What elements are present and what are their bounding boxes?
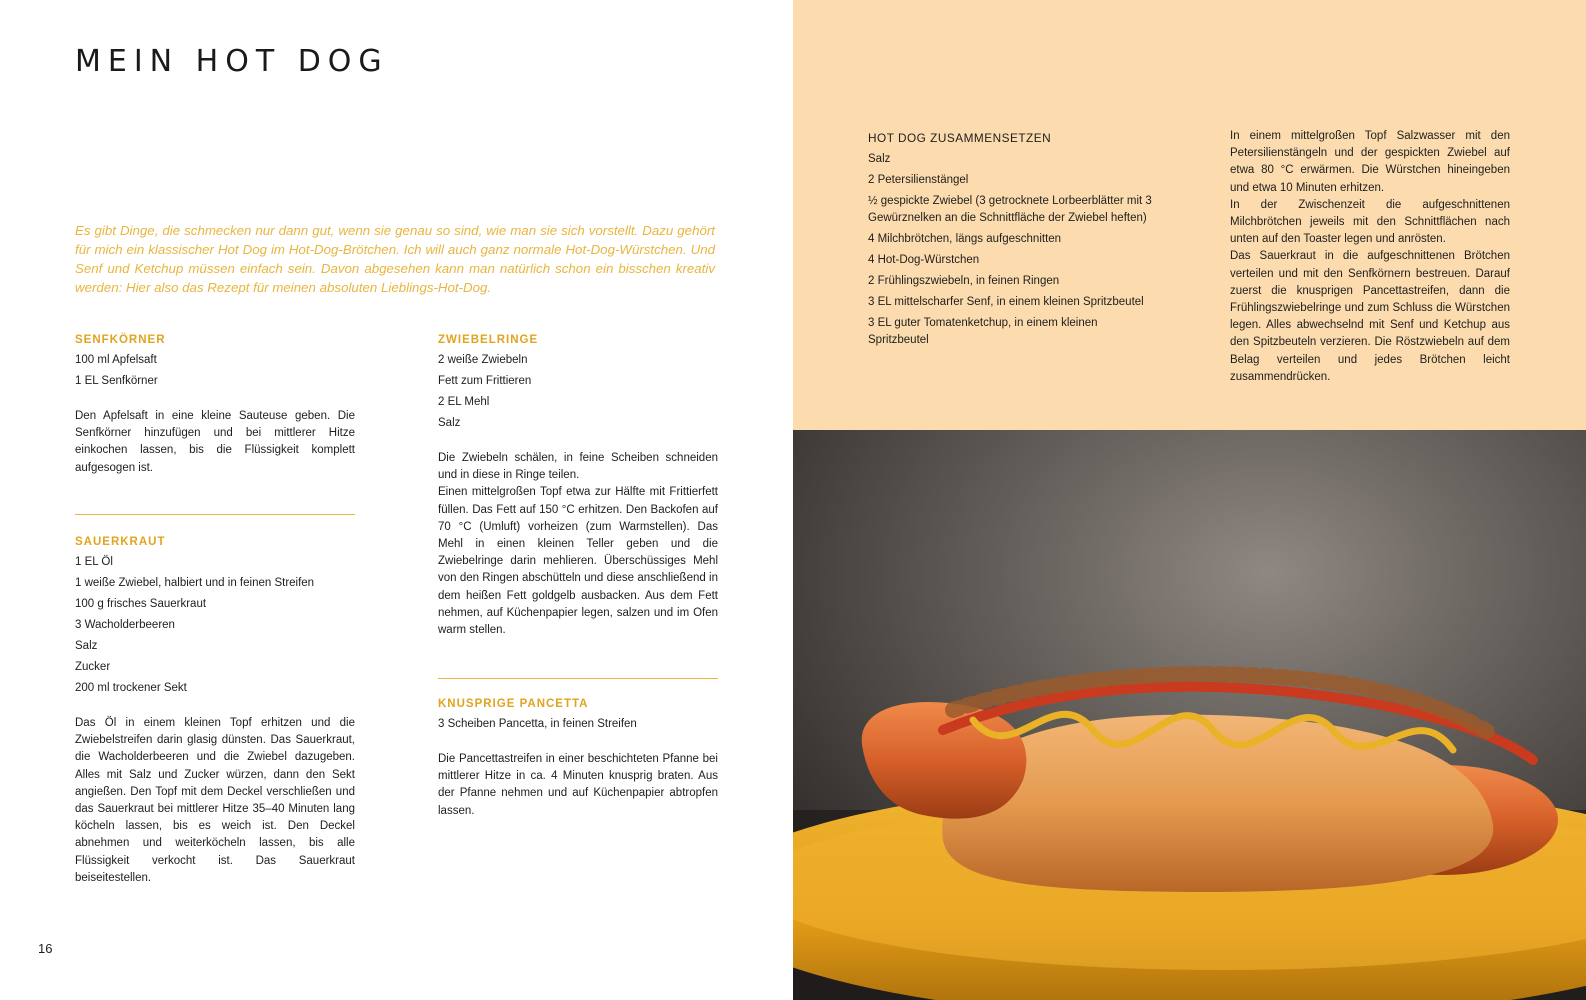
section-heading: ZWIEBELRINGE <box>438 334 539 346</box>
ingredient: 200 ml trockener Sekt <box>75 682 187 694</box>
section-heading: SENFKÖRNER <box>75 334 166 346</box>
ingredient: Salz <box>438 417 461 429</box>
section-senfkoerner <box>75 334 355 477</box>
ingredient: 100 g frisches Sauerkraut <box>75 598 207 610</box>
ingredient: 4 Milchbrötchen, längs aufgeschnitten <box>868 233 1062 245</box>
ingredient: 3 Scheiben Pancetta, in feinen Streifen <box>438 718 637 730</box>
ingredient: 2 EL Mehl <box>438 396 490 408</box>
hot-dog-illustration <box>793 430 1586 1000</box>
ingredient: 1 EL Senfkörner <box>75 375 158 387</box>
divider <box>75 514 355 515</box>
ingredient: 4 Hot-Dog-Würstchen <box>868 254 980 266</box>
assembly-method <box>1230 128 1510 386</box>
ingredient: Fett zum Frittieren <box>438 375 532 387</box>
section-heading: KNUSPRIGE PANCETTA <box>438 698 589 710</box>
method-text: Die Pancettastreifen in einer beschichteten Pfanne bei mittlerer Hitze in ca. 4 Minuten knusprig braten. Aus der Pfanne nehmen und auf Küchenpapier abtropfen lassen. <box>438 753 718 817</box>
ingredient: 3 EL guter Tomatenketchup, in einem kleinen Spritzbeutel <box>868 317 1098 346</box>
section-zwiebelringe <box>438 334 718 639</box>
method-paragraph: Einen mittelgroßen Topf etwa zur Hälfte mit Frittierfett füllen. Das Fett auf 150 °C erhitzen. Den Backofen auf 70 °C (Umluft) vorheizen (zum Warmstellen). Das Mehl in einen kleinen Teller geben und die Zwiebelringe darin mehlieren. Überschüssiges Mehl von den Ringen abschütteln und diese anschließend in dem heißen Fett goldgelb ausbacken. Aus dem Fett nehmen, auf Küchenpapier legen, salzen und im Ofen warm stellen. <box>438 486 718 637</box>
ingredient: 2 Petersilienstängel <box>868 174 969 186</box>
method-paragraph: Das Sauerkraut in die aufgeschnittenen Brötchen verteilen und mit den Senfkörnern bestreuen. Darauf zuerst die knusprigen Pancettastreifen, dann die Frühlingszwiebelringe und zum Schluss die Würstchen legen. Alles abwechselnd mit Senf und Ketchup aus den Spitzbeuteln verzieren. Die Röstzwiebeln auf dem Belag verteilen und jedes Brötchen leicht zusammendrücken. <box>1230 250 1510 383</box>
ingredient: Salz <box>868 153 891 165</box>
method-paragraph: Die Zwiebeln schälen, in feine Scheiben schneiden und in diese in Ringe teilen. <box>438 452 718 482</box>
ingredient: Zucker <box>75 661 111 673</box>
ingredient: 2 Frühlingszwiebeln, in feinen Ringen <box>868 275 1060 287</box>
section-sauerkraut <box>75 536 355 887</box>
method-text: Das Öl in einem kleinen Topf erhitzen und die Zwiebelstreifen darin glasig dünsten. Das Sauerkraut, die Wacholderbeeren und die Zwiebel dazugeben. Alles mit Salz und Zucker würzen, dann den Sekt angießen. Den Topf mit dem Deckel verschließen und das Sauerkraut bei mittlerer Hitze 35–40 Minuten lang köcheln lassen, bis es weich ist. Den Deckel abnehmen und weiterköcheln lassen, bis alle Flüssigkeit verkocht ist. Das Sauerkraut beiseitestellen. <box>75 717 355 884</box>
section-assembly <box>868 129 1158 353</box>
ingredient: 2 weiße Zwiebeln <box>438 354 528 366</box>
ingredient: ½ gespickte Zwiebel (3 getrocknete Lorbeerblätter mit 3 Gewürznelken an die Schnittfläche der Zwiebel heften) <box>868 195 1152 224</box>
page-title: MEIN HOT DOG <box>75 44 389 79</box>
method-paragraph: In der Zwischenzeit die aufgeschnittenen Milchbrötchen jeweils mit den Schnittflächen nach unten auf den Toaster legen und anrösten. <box>1230 198 1510 246</box>
ingredient: 3 EL mittelscharfer Senf, in einem kleinen Spritzbeutel <box>868 296 1144 308</box>
page-number: 16 <box>38 941 53 956</box>
method-paragraph: In einem mittelgroßen Topf Salzwasser mit den Petersilienstängeln und der gespickten Zwiebel auf etwa 80 °C erwärmen. Die Würstchen hineingeben und etwa 10 Minuten erhitzen. <box>1230 130 1510 194</box>
hot-dog-photo <box>793 430 1586 1000</box>
divider <box>438 678 718 679</box>
method-text <box>438 450 718 639</box>
ingredient: 1 weiße Zwiebel, halbiert und in feinen Streifen <box>75 577 315 589</box>
section-heading: HOT DOG ZUSAMMENSETZEN <box>868 131 1052 145</box>
ingredient: 1 EL Öl <box>75 556 113 568</box>
intro-text: Es gibt Dinge, die schmecken nur dann gut, wenn sie genau so sind, wie man sie sich vorstellt. Dazu gehört für mich ein klassischer Hot Dog im Hot-Dog-Brötchen. Ich will auch ganz normale Hot-Dog-Würstchen. Und Senf und Ketchup müssen einfach sein. Davon abgesehen kann man natürlich schon ein bisschen kreativ werden: Hier also das Rezept für meinen absoluten Lieblings-Hot-Dog. <box>75 223 715 295</box>
ingredient: 3 Wacholderbeeren <box>75 619 175 631</box>
section-pancetta <box>438 698 718 820</box>
ingredient: Salz <box>75 640 98 652</box>
ingredient: 100 ml Apfelsaft <box>75 354 157 366</box>
method-text: Den Apfelsaft in eine kleine Sauteuse geben. Die Senfkörner hinzufügen und bei mittlerer Hitze einkochen lassen, bis die Flüssigkeit komplett aufgesogen ist. <box>75 410 355 474</box>
section-heading: SAUERKRAUT <box>75 536 166 548</box>
